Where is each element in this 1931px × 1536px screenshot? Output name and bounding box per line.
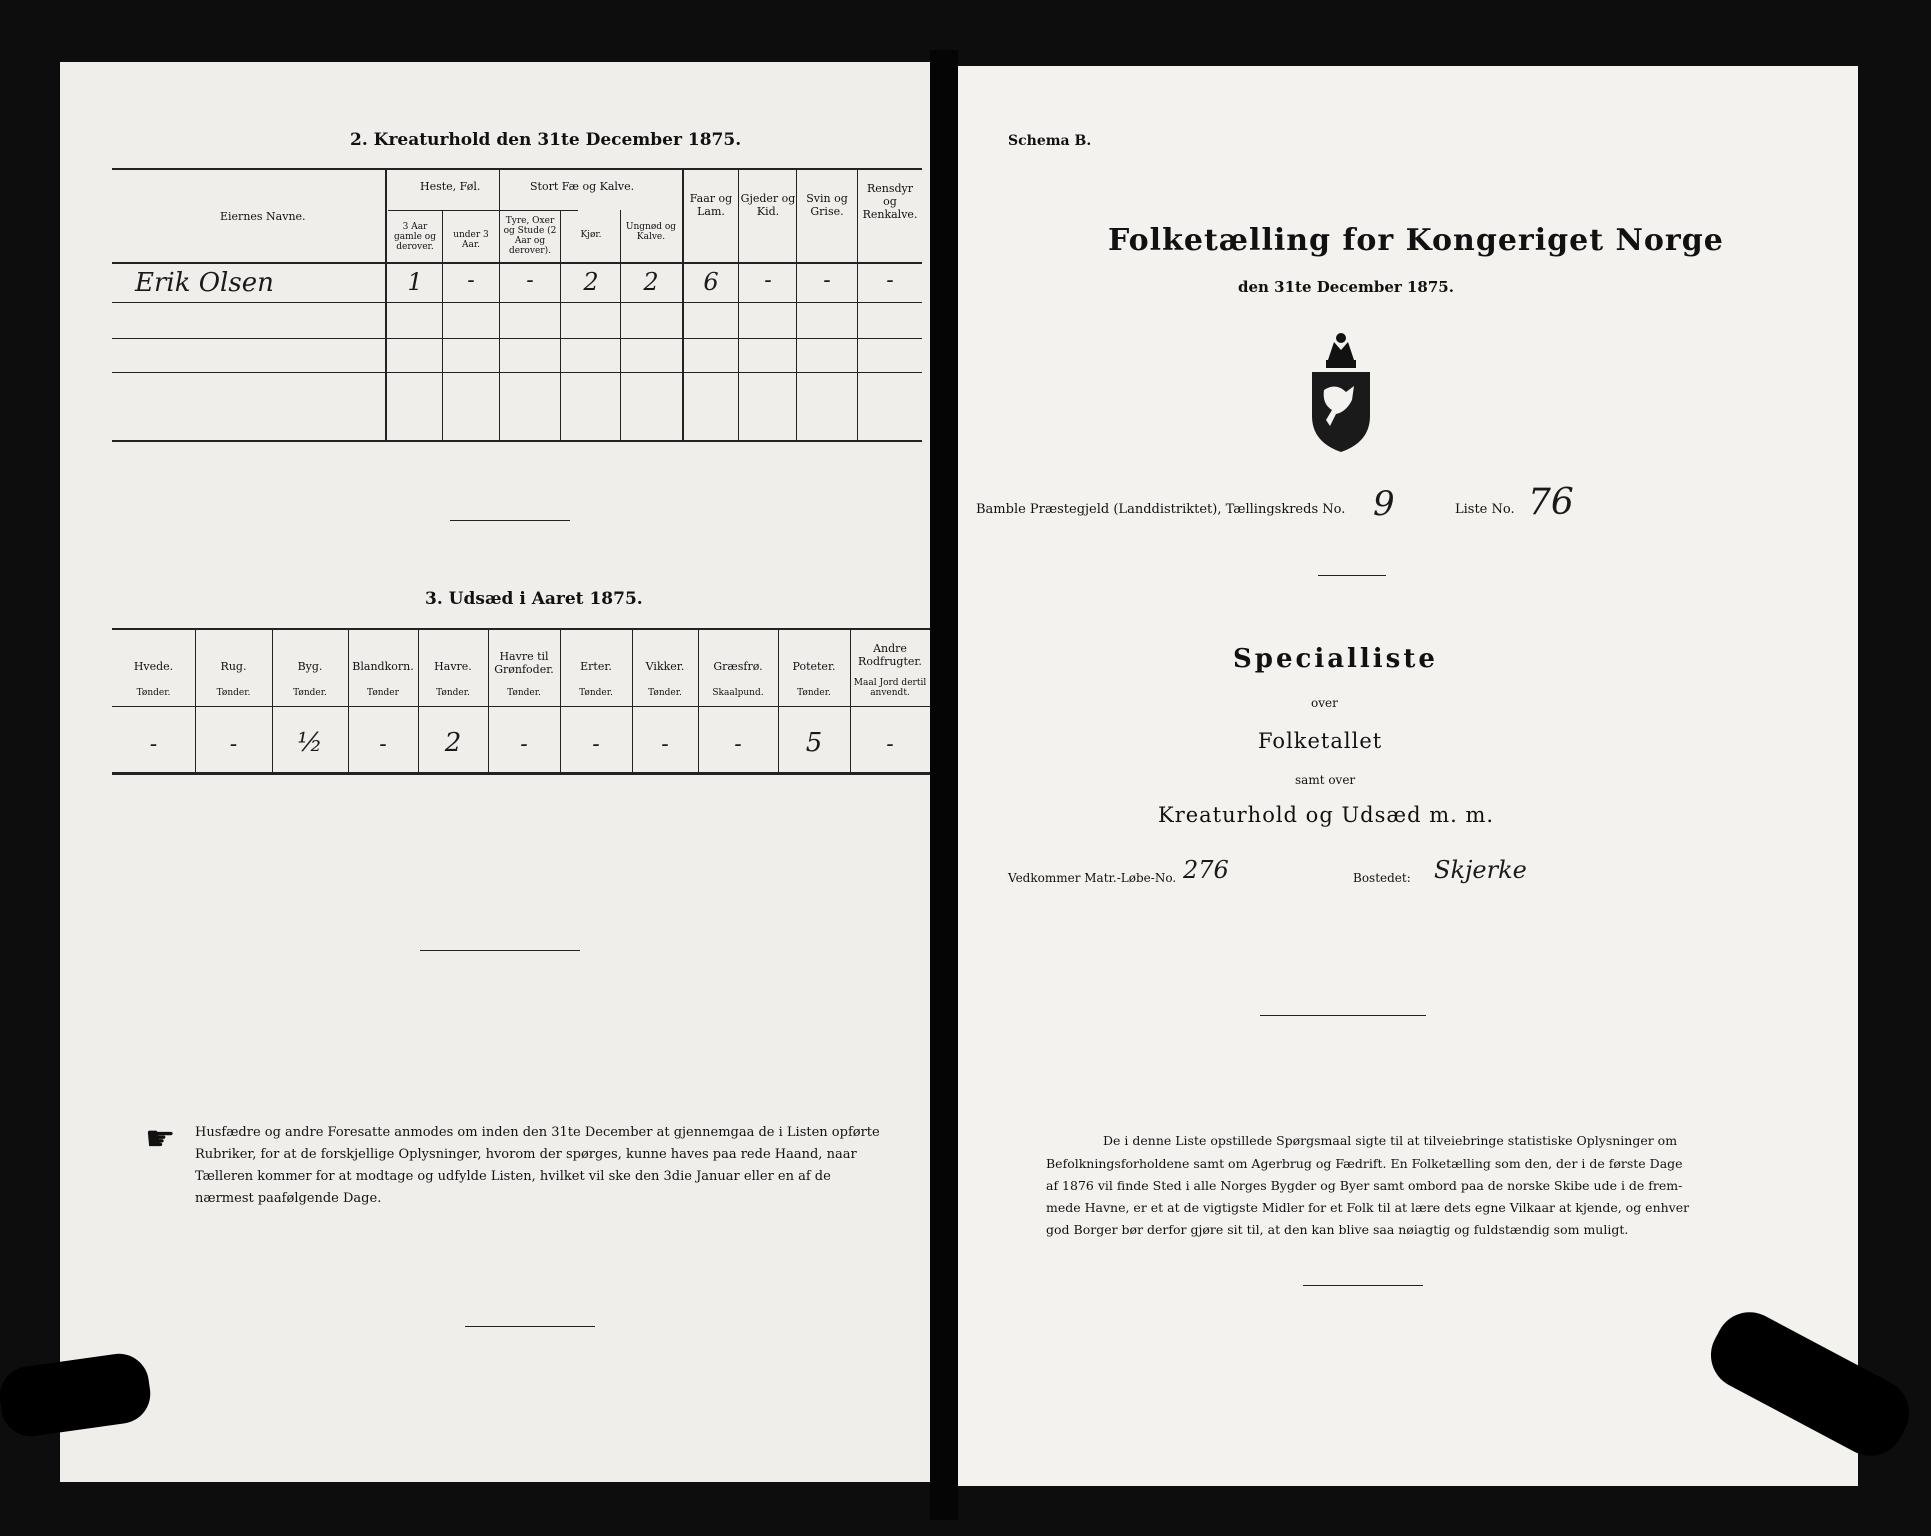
divider: [1260, 1015, 1426, 1016]
document-title: Folketælling for Kongeriget Norge: [1108, 223, 1724, 258]
liste-no: 76: [1528, 482, 1574, 523]
divider: [1318, 575, 1386, 576]
unit-graesfro: Skaalpund.: [712, 688, 764, 698]
book-gutter: [930, 50, 958, 1520]
cell-tyre: -: [526, 268, 534, 293]
unit-poteter: Tønder.: [797, 688, 831, 698]
kreaturhold-label: Kreaturhold og Udsæd m. m.: [1158, 803, 1495, 827]
section3-title: 3. Udsæd i Aaret 1875.: [425, 589, 643, 609]
over-label: over: [1311, 696, 1338, 710]
value-blandkorn: -: [379, 732, 387, 757]
col-rensdyr: Rensdyr og Renkalve.: [862, 182, 918, 221]
unit-havre: Tønder.: [436, 688, 470, 698]
col-kjor: Kjør.: [580, 230, 602, 240]
unit-andre: Maal Jord dertil anvendt.: [853, 678, 927, 698]
crop-havre-gronfoder: Havre til Grønfoder.: [494, 650, 554, 676]
unit-erter: Tønder.: [579, 688, 613, 698]
kreds-no: 9: [1373, 484, 1395, 524]
value-poteter: 5: [805, 728, 823, 758]
cell-svin: -: [823, 268, 831, 293]
cell-3aar: 1: [407, 268, 423, 296]
heste-header: Heste, Føl.: [420, 180, 481, 193]
col-3aar: 3 Aar gamle og derover.: [394, 222, 436, 252]
unit-byg: Tønder.: [293, 688, 327, 698]
bostedet-label: Bostedet:: [1353, 871, 1411, 885]
unit-havre-gronfoder: Tønder.: [507, 688, 541, 698]
crop-andre: Andre Rodfrugter.: [858, 642, 922, 668]
unit-hvede: Tønder.: [136, 688, 171, 698]
cell-faar: 6: [703, 268, 719, 296]
pointing-hand-icon: ☛: [145, 1119, 176, 1159]
liste-label: Liste No.: [1455, 502, 1515, 517]
crop-poteter: Poteter.: [792, 660, 836, 673]
specialliste-heading: Specialliste: [1233, 644, 1438, 674]
folketallet-label: Folketallet: [1258, 729, 1383, 753]
cell-rensdyr: -: [886, 268, 894, 293]
unit-vikker: Tønder.: [648, 688, 682, 698]
value-andre: -: [886, 732, 894, 757]
col-gjeder: Gjeder og Kid.: [740, 192, 796, 218]
unit-blandkorn: Tønder: [367, 688, 399, 698]
crop-graesfro: Græsfrø.: [713, 660, 763, 673]
col-svin: Svin og Grise.: [806, 192, 848, 218]
value-havre-gronfoder: -: [520, 732, 528, 757]
col-ungnod: Ungnød og Kalve.: [625, 222, 677, 242]
location-line: Bamble Præstegjeld (Landdistriktet), Tællingskreds No.: [976, 502, 1346, 517]
matr-no: 276: [1183, 856, 1229, 884]
document-subtitle: den 31te December 1875.: [1238, 278, 1454, 296]
value-vikker: -: [661, 732, 669, 757]
crop-erter: Erter.: [580, 660, 612, 673]
section2-title: 2. Kreaturhold den 31te December 1875.: [350, 130, 742, 150]
divider: [1303, 1285, 1423, 1286]
schema-label: Schema B.: [1008, 133, 1092, 149]
bostedet-value: Skjerke: [1434, 856, 1527, 884]
value-byg: ½: [297, 728, 323, 758]
value-rug: -: [229, 732, 238, 757]
stortfae-header: Stort Fæ og Kalve.: [530, 180, 635, 193]
left-page: 2. Kreaturhold den 31te December 1875. Eiernes Navne. Heste, Føl. Stort Fæ og Kalve. 3 Aar gamle og derover. under 3 Aar. Tyre, Oxer og Stude (2 Aar og derover). Kjør. Ungnød og Kalve. Faar og Lam. Gjeder og Kid. Svin og Grise. Rensdyr og Renkalve. Erik Olsen 1 - - 2 2 6 - - - 3. Udsæd i Aaret 1875. Hvede. Tønder. - Rug. Tønder. - Byg. Tønder. ½ Blandkorn. Tønder - Havre. Tønder. 2 Havre til Grønfoder. Tønder. - Erter. Tønder. - Vikker. Tønder. - Græsfrø. Skaalpund. - Poteter. Tønder. 5 Andre Rodfrugter. Maal Jord dertil anvendt. - ☛ Husfædre og andre Foresatte anmodes om inden den 31te December at gjennemgaa de i Listen opførte Rubriker, for at de forskjellige Oplysninger, hvorom der spørges, kunne haves paa rede Haand, naar Tælleren kommer for at modtage og udfylde Listen, hvilket vil ske den 3die Januar eller en af de nærmest paafølgende Dage.: [60, 62, 930, 1482]
divider: [465, 1326, 595, 1327]
crop-byg: Byg.: [297, 660, 323, 673]
matr-label: Vedkommer Matr.-Løbe-No.: [1008, 871, 1177, 885]
cell-under3: -: [467, 268, 475, 293]
crop-vikker: Vikker.: [645, 660, 685, 673]
value-havre: 2: [444, 728, 462, 758]
cell-gjeder: -: [764, 268, 772, 293]
owner-header: Eiernes Navne.: [220, 210, 306, 223]
value-graesfro: -: [734, 732, 742, 757]
crop-hvede: Hvede.: [133, 660, 174, 673]
col-faar: Faar og Lam.: [689, 192, 733, 218]
divider: [420, 950, 580, 951]
crop-havre: Havre.: [434, 660, 472, 673]
col-under3: under 3 Aar.: [453, 230, 489, 250]
cell-ungnod: 2: [643, 268, 659, 296]
value-hvede: -: [149, 732, 158, 757]
right-page: Schema B. Folketælling for Kongeriget Norge den 31te December 1875. Bamble Præstegjeld (Landdistriktet), Tællingskreds No. 9 Liste No. 76 Specialliste over Folketallet samt over Kreaturhold og Udsæd m. m. Vedkommer Matr.-Løbe-No. 276 Bostedet: Skjerke De i denne Liste opstillede Spørgsmaal sigte til at tilveiebringe statistiske Oplysninger om Befolkningsforholdene samt om Agerbrug og Fædrift. En Folketælling som den, der i de første Dage af 1876 vil finde Sted i alle Norges Bygder og Byer samt ombord paa de norske Skibe ude i de frem- mede Havne, er et at de vigtigste Midler for et Folk til at lære dets egne Vilkaar at kjende, og enhver god Borger bør derfor gjøre sit til, at den kan blive saa nøiagtig og fuldstændig som muligt.: [958, 66, 1858, 1486]
samt-over-label: samt over: [1295, 773, 1356, 787]
coat-of-arms-icon: [1306, 330, 1376, 454]
unit-rug: Tønder.: [216, 688, 251, 698]
crop-rug: Rug.: [220, 660, 247, 673]
divider: [450, 520, 570, 521]
cell-kjor: 2: [583, 268, 599, 296]
owner-name: Erik Olsen: [135, 268, 274, 298]
col-tyre: Tyre, Oxer og Stude (2 Aar og derover).: [503, 216, 557, 256]
crop-blandkorn: Blandkorn.: [352, 660, 414, 673]
value-erter: -: [592, 732, 600, 757]
